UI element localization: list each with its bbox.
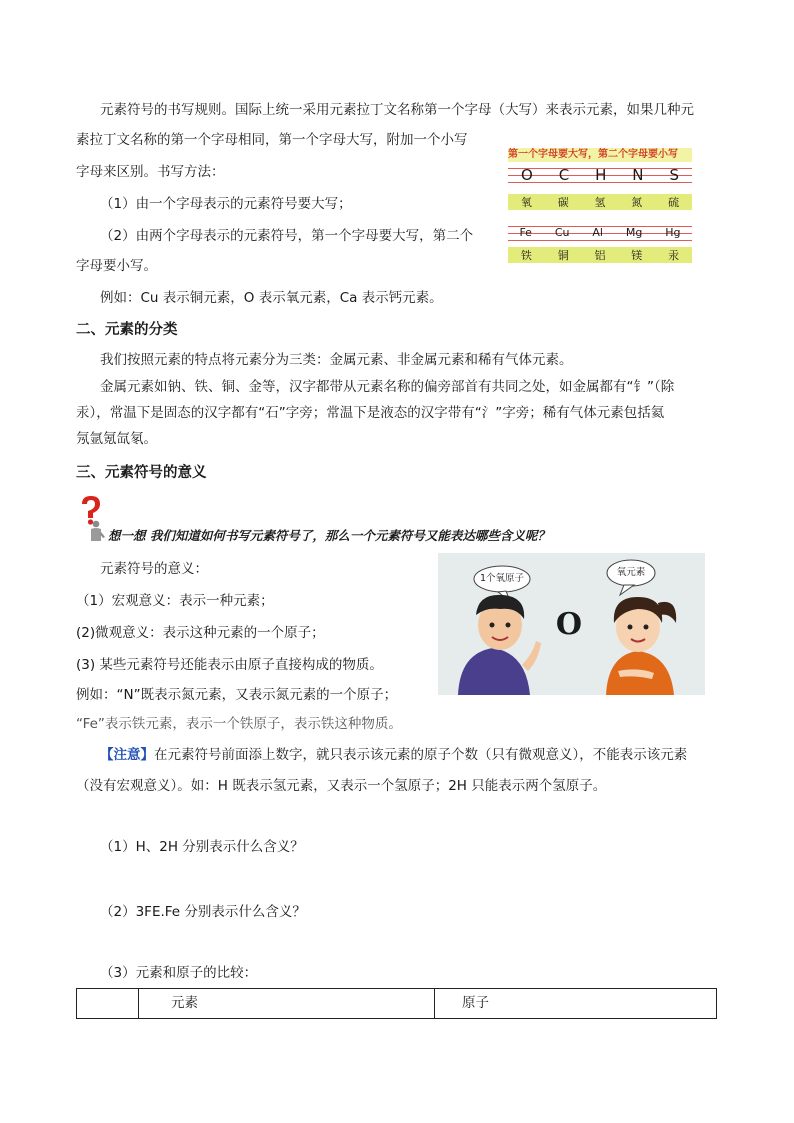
element-name: 铝 bbox=[594, 249, 606, 262]
symbol-figure-caption: 第一个字母要大写，第二个字母要小写 bbox=[508, 148, 692, 162]
symbol-letter: Cu bbox=[554, 226, 570, 239]
classification-line-1: 我们按照元素的特点将元素分为三类：金属元素、非金属元素和稀有气体元素。 bbox=[100, 352, 573, 368]
meaning-example-fe: “Fe”表示铁元素，表示一个铁原子，表示铁这种物质。 bbox=[76, 716, 402, 732]
table-divider bbox=[138, 989, 139, 1018]
element-name: 氧 bbox=[520, 196, 532, 209]
symbol-letter: Hg bbox=[665, 226, 681, 239]
rule-one: （1）由一个字母表示的元素符号要大写； bbox=[100, 196, 352, 212]
note-label: 【注意】 bbox=[100, 747, 154, 763]
rule-intro-line-3: 字母来区别。书写方法： bbox=[76, 164, 225, 180]
comparison-table bbox=[76, 988, 717, 1019]
rule-intro-line-1: 元素符号的书写规则。国际上统一采用元素拉丁文名称第一个字母（大写）来表示元素，如果几种元 bbox=[100, 102, 694, 118]
rule-intro-line-2: 素拉丁文名称的第一个字母相同，第一个字母大写，附加一个小写 bbox=[76, 132, 468, 148]
cartoon-bubble-left: 1个氧原子 bbox=[479, 573, 525, 584]
cartoon-bubble-right: 氧元素 bbox=[616, 567, 646, 578]
example-line: 例如：Cu 表示铜元素，O 表示氧元素，Ca 表示钙元素。 bbox=[100, 290, 443, 306]
meaning-substance: (3) 某些元素符号还能表示由原子直接构成的物质。 bbox=[76, 657, 383, 673]
symbol-letter: S bbox=[669, 166, 679, 184]
element-name: 碳 bbox=[557, 196, 569, 209]
symbol-letter: O bbox=[520, 166, 533, 184]
cartoon-oxygen-symbol: O bbox=[555, 607, 583, 642]
classification-line-3: 汞），常温下是固态的汉字都有“石”字旁；常温下是液态的汉字带有“氵”字旁；稀有气体元素包括氦 bbox=[76, 405, 665, 421]
think-prompt: 想一想 我们知道如何书写元素符号了，那么一个元素符号又能表达哪些含义呢？ bbox=[108, 528, 550, 543]
classification-line-2: 金属元素如钠、铁、铜、金等，汉字都带从元素名称的偏旁部首有共同之处，如金属都有“钅”（除 bbox=[100, 379, 675, 395]
meaning-macro: （1）宏观意义：表示一种元素； bbox=[76, 593, 274, 609]
element-name: 铜 bbox=[557, 249, 569, 262]
classification-line-4: 氖氩氪氙氡。 bbox=[76, 431, 157, 447]
meaning-example-n: 例如：“N”既表示氮元素，又表示氮元素的一个原子； bbox=[76, 687, 398, 703]
element-name: 氮 bbox=[631, 196, 643, 209]
element-name: 镁 bbox=[631, 249, 643, 262]
element-name: 硫 bbox=[668, 196, 680, 209]
note-line-1 bbox=[100, 745, 687, 765]
symbol-letter: Fe bbox=[519, 226, 532, 239]
section-heading-classification: 二、元素的分类 bbox=[76, 322, 178, 338]
oxygen-cartoon-illustration bbox=[438, 553, 705, 695]
double-name-row bbox=[508, 247, 692, 263]
note-text-1: 在元素符号前面添上数字，就只表示该元素的原子个数（只有微观意义），不能表示该元素 bbox=[154, 747, 688, 763]
table-header-blank bbox=[81, 989, 135, 1018]
table-header-element: 元素 bbox=[171, 995, 198, 1011]
question-person-icon bbox=[76, 494, 106, 542]
question-three: （3）元素和原子的比较： bbox=[100, 965, 258, 981]
element-symbol-figure bbox=[502, 146, 694, 264]
meaning-title: 元素符号的意义： bbox=[100, 561, 208, 577]
note-line-2: （没有宏观意义）。如：H 既表示氢元素，又表示一个氢原子；2H 只能表示两个氢原子。 bbox=[76, 778, 607, 794]
meaning-micro: (2)微观意义：表示这种元素的一个原子； bbox=[76, 625, 325, 641]
symbol-letter: N bbox=[632, 166, 644, 184]
question-two: （2）3FE.Fe 分别表示什么含义？ bbox=[100, 904, 306, 920]
table-divider bbox=[434, 989, 435, 1018]
element-name: 氢 bbox=[594, 196, 606, 209]
element-name: 汞 bbox=[668, 249, 680, 262]
rule-two: （2）由两个字母表示的元素符号，第一个字母要大写，第二个 bbox=[100, 228, 474, 244]
double-letter-row bbox=[508, 226, 692, 239]
single-letter-row bbox=[508, 166, 692, 184]
rule-two-cont: 字母要小写。 bbox=[76, 258, 157, 274]
symbol-letter: H bbox=[595, 166, 607, 184]
element-name: 铁 bbox=[520, 249, 532, 262]
question-one: （1）H、2H 分别表示什么含义？ bbox=[100, 839, 304, 855]
table-header-atom: 原子 bbox=[462, 995, 489, 1011]
section-heading-meaning: 三、元素符号的意义 bbox=[76, 465, 207, 481]
symbol-letter: Mg bbox=[625, 226, 643, 239]
single-name-row bbox=[508, 194, 692, 210]
symbol-letter: Al bbox=[592, 226, 603, 239]
symbol-letter: C bbox=[558, 166, 570, 184]
